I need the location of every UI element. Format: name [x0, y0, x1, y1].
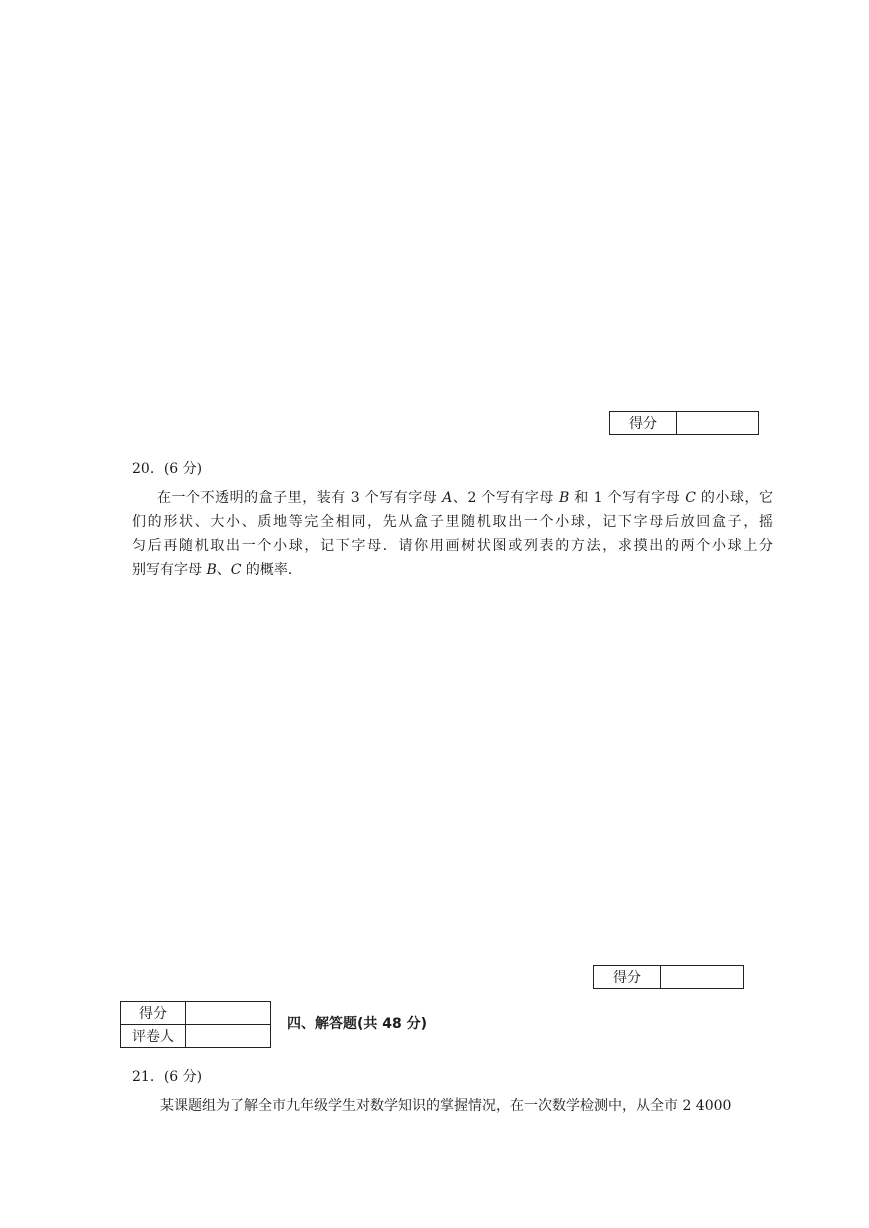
- question-20-number: 20．(6 分): [132, 461, 203, 477]
- score-blank: [661, 966, 743, 988]
- grader-table-row: [121, 1025, 271, 1048]
- question-20-line-2: 们的形状、大小、质地等完全相同，先从盒子里随机取出一个小球，记下字母后放回盒子，摇: [132, 514, 773, 530]
- score-box-top: [609, 411, 759, 435]
- score-box-bottom: [593, 965, 744, 989]
- grader-score-label: 得分: [121, 1002, 186, 1025]
- grader-name-label: 评卷人: [121, 1025, 186, 1048]
- question-20-line-3: 匀后再随机取出一个小球，记下字母．请你用画树状图或列表的方法，求摸出的两个小球上分: [132, 538, 773, 554]
- question-20-line-4: 别写有字母 B、C 的概率．: [132, 562, 302, 578]
- section-heading: 四、解答题(共 48 分): [287, 1016, 428, 1032]
- score-blank: [677, 412, 758, 434]
- question-21-line-1: 某课题组为了解全市九年级学生对数学知识的掌握情况，在一次数学检测中，从全市 2 4000: [160, 1098, 732, 1114]
- score-label: 得分: [610, 412, 677, 434]
- score-label: 得分: [594, 966, 661, 988]
- grader-table-row: [121, 1002, 271, 1025]
- question-20-line-1: 在一个不透明的盒子里，装有 3 个写有字母 A、2 个写有字母 B 和 1 个写有字母 C 的小球，它: [157, 490, 773, 506]
- grader-name-blank: [186, 1025, 271, 1048]
- question-21-number: 21．(6 分): [132, 1069, 203, 1085]
- grader-score-blank: [186, 1002, 271, 1025]
- grader-table: [120, 1001, 271, 1048]
